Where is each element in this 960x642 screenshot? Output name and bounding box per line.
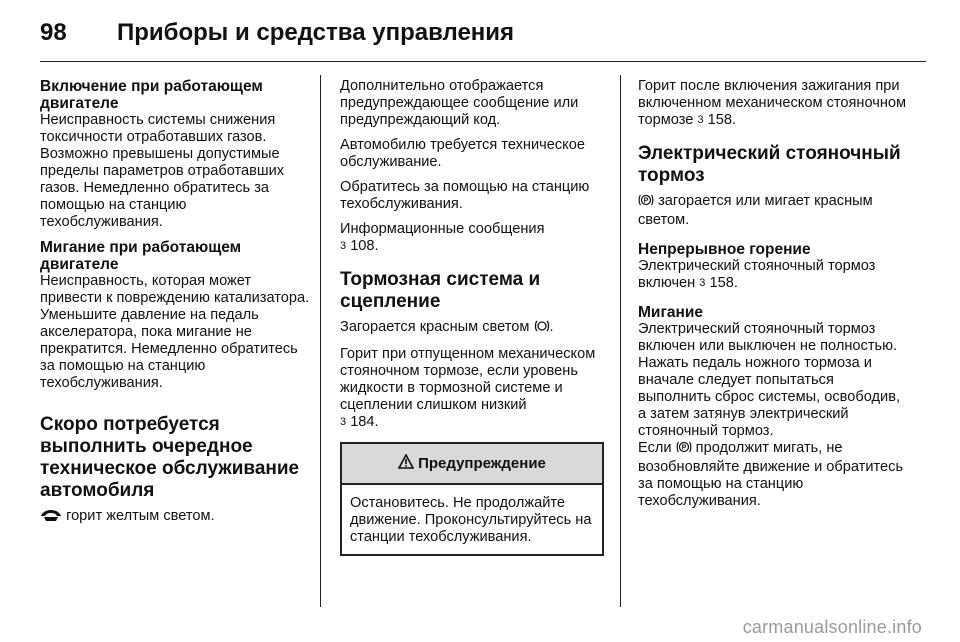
text-blink-running: Неисправность, которая может привести к повреждению катализатора. Уменьшите давление на педаль акселератора, пока мигание не прекратится. Немедленно обратитесь за помощью на станцию техобслуживания.: [40, 273, 310, 391]
text-service-needed: Автомобилю требуется техническое обслуживание.: [340, 137, 585, 170]
column-divider-2: [620, 75, 621, 607]
steady-light-page-ref: 158.: [709, 275, 738, 291]
reference-arrow-icon: 3: [699, 277, 706, 289]
svg-text:P: P: [681, 444, 686, 452]
text-parking-brake-on: [638, 78, 910, 129]
column-1: [40, 78, 310, 535]
warning-text: Остановитесь. Не продолжайте движение. Проконсультируйтесь на станции техобслуживания.: [350, 495, 592, 545]
warning-box: [340, 442, 604, 556]
text-info-messages: [340, 221, 604, 255]
column-3: [638, 78, 910, 518]
brake-red-label: Загорается красным светом: [340, 319, 530, 335]
heading-blink-running: Мигание при работающем двигателе: [40, 239, 242, 273]
warning-header: [342, 444, 602, 485]
epb-red-content: загорается или мигает красным светом.: [638, 193, 873, 228]
text-service-soon: [40, 508, 310, 527]
keep-blinking-prefix: Если: [638, 440, 672, 456]
text-blinking: Электрический стояночный тормоз включен или выключен не полностью. Нажать педаль ножного тормоза и вначале следует попытаться выполнить сброс системы, освободив, а затем затянув электрический стояночный тормоз.: [638, 321, 901, 439]
info-messages-label: Информационные сообщения: [340, 221, 545, 237]
text-brake-fluid-low: [340, 346, 604, 431]
reference-arrow-icon: 3: [697, 114, 704, 126]
column-2: [340, 78, 604, 556]
heading-on-running: Включение при работающем двигателе: [40, 78, 263, 112]
text-warning-message: Дополнительно отображается предупреждающее сообщение или предупреждающий код.: [340, 78, 579, 128]
page-title: Приборы и средства управления: [117, 19, 515, 46]
brake-fluid-low-content: Горит при отпущенном механическом стояночном тормозе, если уровень жидкости в тормозной системе и сцеплении слишком низкий: [340, 346, 596, 413]
parking-brake-on-content: Горит после включения зажигания при включенном механическом стояночном тормозе: [638, 78, 907, 128]
heading-blinking: Мигание: [638, 304, 704, 321]
warning-title: Предупреждение: [418, 455, 546, 472]
service-wrench-icon: [40, 508, 62, 527]
text-steady-light: [638, 258, 910, 292]
watermark: carmanualsonline.info: [742, 617, 922, 637]
text-on-running: Неисправность системы снижения токсичности отработавших газов. Возможно превышены допустимые пределы параметров отработавших газов. Немедленно обратитесь за помощью на станцию техобслуживания.: [40, 112, 285, 230]
info-messages-page-ref: 108.: [350, 238, 379, 254]
page-header: [40, 14, 925, 52]
brake-warning-icon: [534, 319, 550, 338]
column-divider-1: [320, 75, 321, 607]
reference-arrow-icon: 3: [340, 416, 347, 428]
heading-steady-light: Непрерывное горение: [638, 241, 811, 258]
brake-fluid-page-ref: 184.: [350, 414, 379, 430]
text-epb-red: [638, 193, 910, 229]
heading-electric-parking-brake: Электрический стояночный тормоз: [638, 143, 901, 186]
text-keep-blinking: [638, 440, 910, 510]
steady-light-content: Электрический стояночный тормоз включен: [638, 258, 876, 291]
warning-triangle-icon: [398, 454, 414, 473]
keep-blinking-content: продолжит мигать, не возобновляйте движение и обратитесь за помощью на станцию техобслуживания.: [638, 440, 904, 509]
svg-text:P: P: [643, 197, 649, 205]
header-rule: [40, 61, 926, 62]
heading-service-soon: Скоро потребуется выполнить очередное техническое обслуживание автомобиля: [40, 414, 300, 501]
page-number: 98: [40, 19, 67, 46]
heading-brake-system: Тормозная система и сцепление: [340, 269, 541, 312]
parking-brake-p-icon: [638, 193, 654, 212]
text-contact-service: Обратитесь за помощью на станцию техобслуживания.: [340, 179, 590, 212]
text-brake-red: Загорается красным светом .: [340, 319, 604, 338]
parking-brake-p-icon: [676, 440, 692, 459]
text-service-soon-content: горит желтым светом.: [66, 508, 215, 524]
parking-brake-page-ref: 158.: [707, 112, 737, 128]
reference-arrow-icon: 3: [340, 240, 347, 252]
